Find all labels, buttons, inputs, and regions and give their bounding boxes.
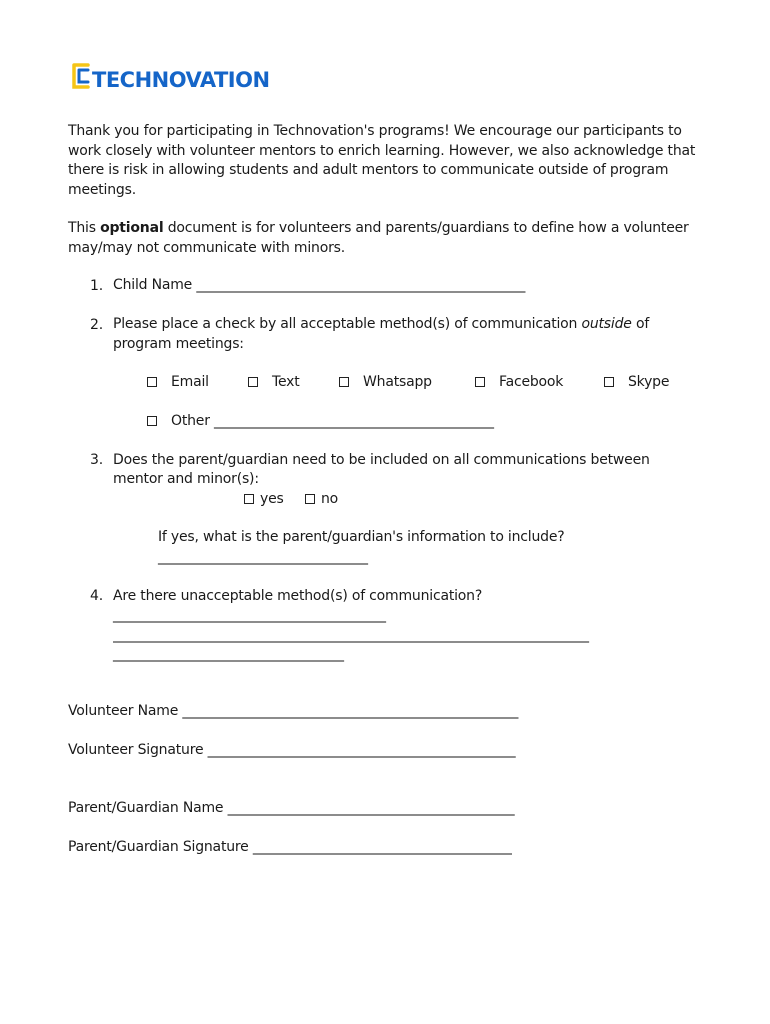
child-name-field[interactable] [113, 276, 525, 296]
q2-text-post: of [631, 316, 650, 332]
volunteer-name-label: Volunteer Name [68, 703, 179, 719]
no-checkbox[interactable] [305, 494, 315, 504]
q4-number: 4. [90, 588, 103, 604]
q3-question-line2: mentor and minor(s): [113, 471, 259, 487]
no-label: no [321, 491, 339, 507]
logo-text: TECHNOVATION [92, 68, 270, 92]
q4-question: Are there unacceptable method(s) of communication? [113, 588, 483, 604]
q4-line-3[interactable]: _________________________________ [113, 646, 344, 662]
q2-number: 2. [90, 317, 103, 333]
q3-question-line1: Does the parent/guardian need to be included on all communications between [113, 452, 650, 468]
intro-optional-paragraph [68, 219, 708, 258]
q3-followup-line[interactable]: ______________________________ [158, 549, 368, 565]
q2-text-pre: Please place a check by all acceptable method(s) of communication [113, 316, 582, 332]
child-name-line: _______________________________________________ [196, 277, 526, 293]
q1-number: 1. [90, 278, 103, 294]
guardian-signature-field[interactable] [68, 839, 512, 855]
option-yes[interactable] [244, 491, 284, 507]
skype-checkbox[interactable] [604, 377, 614, 387]
email-label: Email [171, 374, 209, 390]
logo-bracket-icon [70, 62, 94, 92]
facebook-label: Facebook [499, 374, 564, 390]
option-email[interactable] [147, 374, 209, 390]
other-label: Other [171, 413, 210, 429]
volunteer-signature-label: Volunteer Signature [68, 742, 204, 758]
guardian-signature-label: Parent/Guardian Signature [68, 839, 249, 855]
volunteer-name-field[interactable] [68, 703, 518, 719]
child-name-label: Child Name [113, 277, 193, 293]
other-line: ________________________________________ [214, 413, 495, 429]
q2-text-italic: outside [581, 316, 632, 332]
q2-question-line1 [113, 315, 649, 335]
volunteer-signature-line: ____________________________________________ [207, 742, 516, 758]
intro-p2-post: document is for volunteers and parents/guardians to define how a volunteer may/may not communicate with minors. [68, 220, 689, 256]
q3-number: 3. [90, 452, 103, 468]
whatsapp-checkbox[interactable] [339, 377, 349, 387]
option-skype[interactable] [604, 374, 669, 390]
q4-line-1[interactable]: _______________________________________ [113, 607, 386, 623]
guardian-name-field[interactable] [68, 800, 515, 816]
facebook-checkbox[interactable] [475, 377, 485, 387]
technovation-logo [70, 62, 270, 96]
option-text[interactable] [248, 374, 300, 390]
yes-checkbox[interactable] [244, 494, 254, 504]
text-label: Text [272, 374, 300, 390]
intro-paragraph: Thank you for participating in Technovation's programs! We encourage our participants to work closely with volunteer mentors to enrich learning. However, we also acknowledge that there is risk in allowing students and adult mentors to communicate outside of program meetings. [68, 123, 696, 198]
q2-question-line2: program meetings: [113, 336, 244, 352]
volunteer-name-line: ________________________________________________ [182, 703, 519, 719]
volunteer-signature-field[interactable] [68, 742, 516, 758]
other-checkbox[interactable] [147, 416, 157, 426]
q3-followup: If yes, what is the parent/guardian's information to include? [158, 529, 565, 545]
whatsapp-label: Whatsapp [363, 374, 432, 390]
text-checkbox[interactable] [248, 377, 258, 387]
yes-label: yes [260, 491, 284, 507]
q4-line-2[interactable]: ____________________________________________________________________ [113, 627, 589, 643]
skype-label: Skype [628, 374, 670, 390]
intro-p2-pre: This [68, 220, 101, 236]
guardian-signature-line: _____________________________________ [252, 839, 512, 855]
guardian-name-label: Parent/Guardian Name [68, 800, 224, 816]
option-facebook[interactable] [475, 374, 563, 390]
intro-p2-bold: optional [100, 220, 164, 236]
email-checkbox[interactable] [147, 377, 157, 387]
guardian-name-line: _________________________________________ [227, 800, 515, 816]
option-other[interactable] [147, 413, 494, 429]
option-whatsapp[interactable] [339, 374, 432, 390]
option-no[interactable] [305, 491, 338, 507]
